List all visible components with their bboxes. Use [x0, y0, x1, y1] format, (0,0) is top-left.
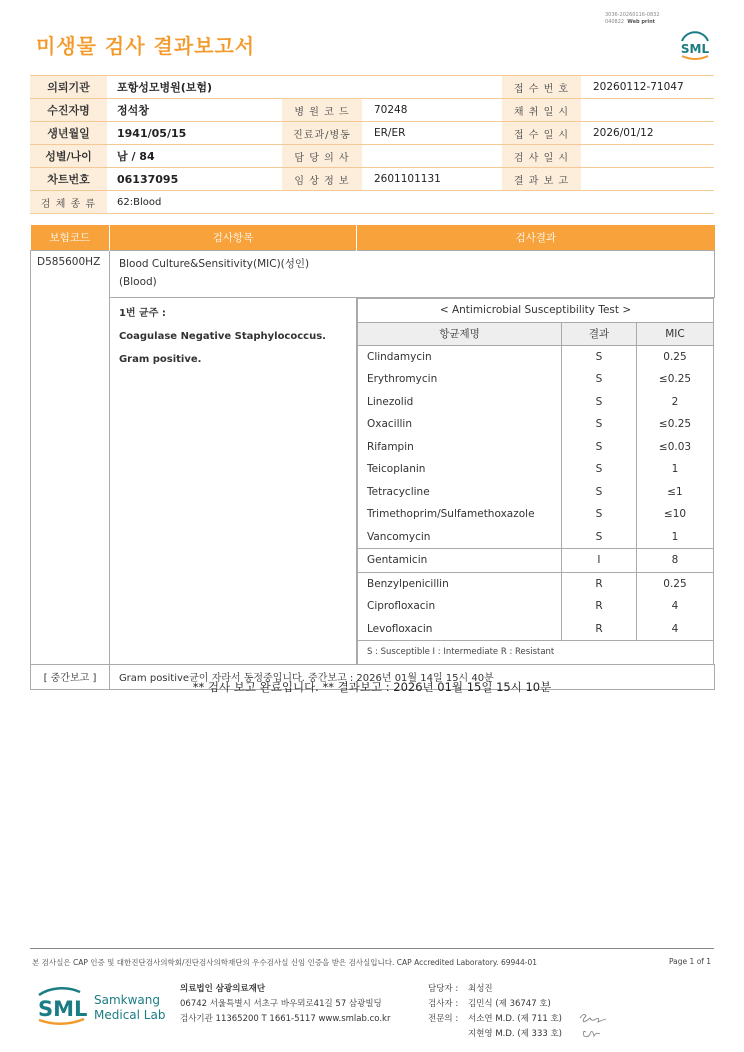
label-patient-name: 수진자명: [30, 99, 107, 122]
ast-drug: Vancomycin: [357, 526, 561, 549]
value-report-date: [581, 168, 714, 191]
insurance-code: D585600HZ: [31, 251, 110, 665]
web-print-tag: Web print: [627, 19, 656, 25]
logo-sml-text: SML: [38, 997, 88, 1021]
label-chart-no: 차트번호: [30, 168, 107, 191]
ast-drug: Clindamycin: [357, 345, 561, 368]
label-sex-age: 성별/나이: [30, 145, 107, 168]
value-doctor: [362, 145, 502, 168]
results-table: [30, 225, 715, 690]
ast-result: S: [561, 391, 636, 414]
ast-drug: Erythromycin: [357, 368, 561, 391]
staff-label: 검사자 :: [428, 999, 459, 1009]
ast-result: S: [561, 368, 636, 391]
label-requester: 의뢰기관: [30, 76, 107, 99]
ast-row: [357, 503, 713, 526]
print-code: [605, 12, 660, 26]
ast-result: S: [561, 503, 636, 526]
label-test-date: 검 사 일 시: [502, 145, 581, 168]
info-row: [30, 99, 714, 122]
value-patient-name: 정석창: [107, 99, 282, 122]
staff-value: 김민식 (제 36747 호): [468, 999, 551, 1009]
staff-value: 지현영 M.D. (제 333 호): [468, 1029, 563, 1039]
ast-result: R: [561, 595, 636, 618]
page-number: Page 1 of 1: [669, 957, 712, 966]
ast-mic: 0.25: [636, 345, 713, 368]
ast-mic: 4: [636, 595, 713, 618]
value-collection-date: [581, 99, 714, 122]
ast-mic: 8: [636, 549, 713, 573]
ast-mic: 1: [636, 526, 713, 549]
label-department: 진료과/병동: [282, 122, 362, 145]
value-receipt-no: 20260112-71047: [581, 76, 714, 99]
value-clinical-info: 2601101131: [362, 168, 502, 191]
ast-row: [357, 572, 713, 595]
value-receipt-date: 2026/01/12: [581, 122, 714, 145]
label-collection-date: 채 취 일 시: [502, 99, 581, 122]
test-name-line2: (Blood): [118, 276, 157, 288]
info-row: [30, 168, 714, 191]
handwritten-signature: [576, 1010, 612, 1044]
ast-drug: Trimethoprim/Sulfamethoxazole: [357, 503, 561, 526]
ast-drug: Rifampin: [357, 436, 561, 459]
ast-row: [357, 368, 713, 391]
ast-row: [357, 436, 713, 459]
info-row: [30, 122, 714, 145]
ast-row: [357, 618, 713, 641]
label-clinical-info: 임 상 정 보: [282, 168, 362, 191]
ast-drug: Levofloxacin: [357, 618, 561, 641]
ast-header-result: 결과: [561, 322, 636, 345]
ast-drug: Teicoplanin: [357, 458, 561, 481]
ast-result: R: [561, 618, 636, 641]
ast-header-mic: MIC: [636, 322, 713, 345]
ast-result: S: [561, 526, 636, 549]
ast-drug: Gentamicin: [357, 549, 561, 573]
ast-row: [357, 458, 713, 481]
report-title: 미생물 검사 결과보고서: [36, 34, 256, 58]
ast-result: S: [561, 436, 636, 459]
label-birth: 생년월일: [30, 122, 107, 145]
staff-label: 담당자 :: [428, 984, 459, 994]
value-birth: 1941/05/15: [107, 122, 282, 145]
logo-samkwang-text: Samkwang: [94, 993, 160, 1007]
label-doctor: 담 당 의 사: [282, 145, 362, 168]
value-department: ER/ER: [362, 122, 502, 145]
ast-mic: 2: [636, 391, 713, 414]
ast-result: S: [561, 481, 636, 504]
footer-divider: [30, 948, 714, 949]
info-row: [30, 76, 714, 99]
staff-value: 최성진: [468, 984, 493, 994]
org-name: 의료법인 삼광의료재단: [180, 984, 266, 994]
value-specimen: 62:Blood: [107, 191, 714, 214]
value-chart-no: 06137095: [107, 168, 282, 191]
svg-text:SML: SML: [680, 42, 710, 56]
value-sex-age: 남 / 84: [107, 145, 282, 168]
ast-row: [357, 595, 713, 618]
ast-row: [357, 549, 713, 573]
footer-organization: [180, 982, 390, 1027]
ast-drug: Linezolid: [357, 391, 561, 414]
ast-mic: ≤0.25: [636, 368, 713, 391]
ast-row: [357, 526, 713, 549]
organism-label: 1번 균주 :: [118, 308, 166, 319]
ast-row: [357, 345, 713, 368]
samkwang-logo: [36, 982, 166, 1032]
ast-mic: 1: [636, 458, 713, 481]
ast-mic: ≤0.03: [636, 436, 713, 459]
ast-row: [357, 413, 713, 436]
ast-result: I: [561, 549, 636, 573]
ast-drug: Benzylpenicillin: [357, 572, 561, 595]
ast-mic: 0.25: [636, 572, 713, 595]
ast-row: [357, 481, 713, 504]
organism-name: Coagulase Negative Staphylococcus.: [118, 331, 326, 342]
ast-drug: Ciprofloxacin: [357, 595, 561, 618]
organism-cell: [109, 298, 356, 664]
print-code-line1: 3036-20260116-0832: [605, 12, 660, 18]
test-name-line1: Blood Culture&Sensitivity(MIC)(성인): [118, 258, 310, 270]
header-insurance-code: 보험코드: [31, 225, 110, 251]
ast-result: S: [561, 413, 636, 436]
ast-drug: Tetracycline: [357, 481, 561, 504]
label-receipt-date: 접 수 일 시: [502, 122, 581, 145]
value-requester: 포항성모병원(보험): [107, 76, 502, 99]
ast-result: S: [561, 345, 636, 368]
ast-table: [357, 298, 714, 664]
label-hospital-code: 병 원 코 드: [282, 99, 362, 122]
patient-info-table: [30, 75, 714, 214]
interim-label: [ 중간보고 ]: [31, 664, 110, 689]
interim-text: Gram positive균이 자라서 동정중입니다. 중간보고 : 2026년 01월 14일 15시 40분: [109, 664, 714, 689]
ast-result: R: [561, 572, 636, 595]
org-contact: 검사기관 11365200 T 1661-5117 www.smlab.co.kr: [180, 1014, 391, 1024]
label-receipt-no: 접 수 번 호: [502, 76, 581, 99]
info-row: [30, 145, 714, 168]
ast-caption: < Antimicrobial Susceptibility Test >: [357, 299, 713, 323]
label-specimen: 검 체 종 류: [30, 191, 107, 214]
header-test-item: 검사항목: [109, 225, 356, 251]
ast-mic: 4: [636, 618, 713, 641]
print-code-line2: 040822: [605, 19, 625, 25]
ast-drug: Oxacillin: [357, 413, 561, 436]
info-row: [30, 191, 714, 214]
ast-rows: [357, 345, 713, 641]
ast-result: S: [561, 458, 636, 481]
ast-header-drug: 항균제명: [357, 322, 561, 345]
header-test-result: 검사결과: [356, 225, 714, 251]
staff-value: 서소연 M.D. (제 711 호): [468, 1014, 563, 1024]
gram-stain: Gram positive.: [118, 354, 202, 365]
value-hospital-code: 70248: [362, 99, 502, 122]
staff-label: 전문의 :: [428, 1014, 459, 1024]
value-test-date: [581, 145, 714, 168]
final-report-text: ** 검사 보고 완료입니다. ** 결과보고 : 2026년 01월 15일 15시 10분: [192, 680, 552, 694]
logo-medlab-text: Medical Lab: [94, 1008, 166, 1022]
label-report-date: 결 과 보 고: [502, 168, 581, 191]
ast-mic: ≤0.25: [636, 413, 713, 436]
ast-legend: S : Susceptible I : Intermediate R : Resistant: [357, 641, 713, 664]
sml-logo-icon: [678, 29, 712, 63]
ast-mic: ≤10: [636, 503, 713, 526]
footer-certification-note: 본 검사실은 CAP 인증 및 대한진단검사의학회/진단검사의학재단의 우수검사실 신임 인증을 받은 검사실입니다. CAP Accredited Laboratory. 69944-01: [32, 958, 538, 967]
org-address: 06742 서울특별시 서초구 바우뫼로41길 57 삼광빌딩: [180, 999, 382, 1009]
ast-row: [357, 391, 713, 414]
ast-mic: ≤1: [636, 481, 713, 504]
footer-staff: [428, 982, 562, 1042]
logo-arc-top-icon: [39, 988, 80, 995]
